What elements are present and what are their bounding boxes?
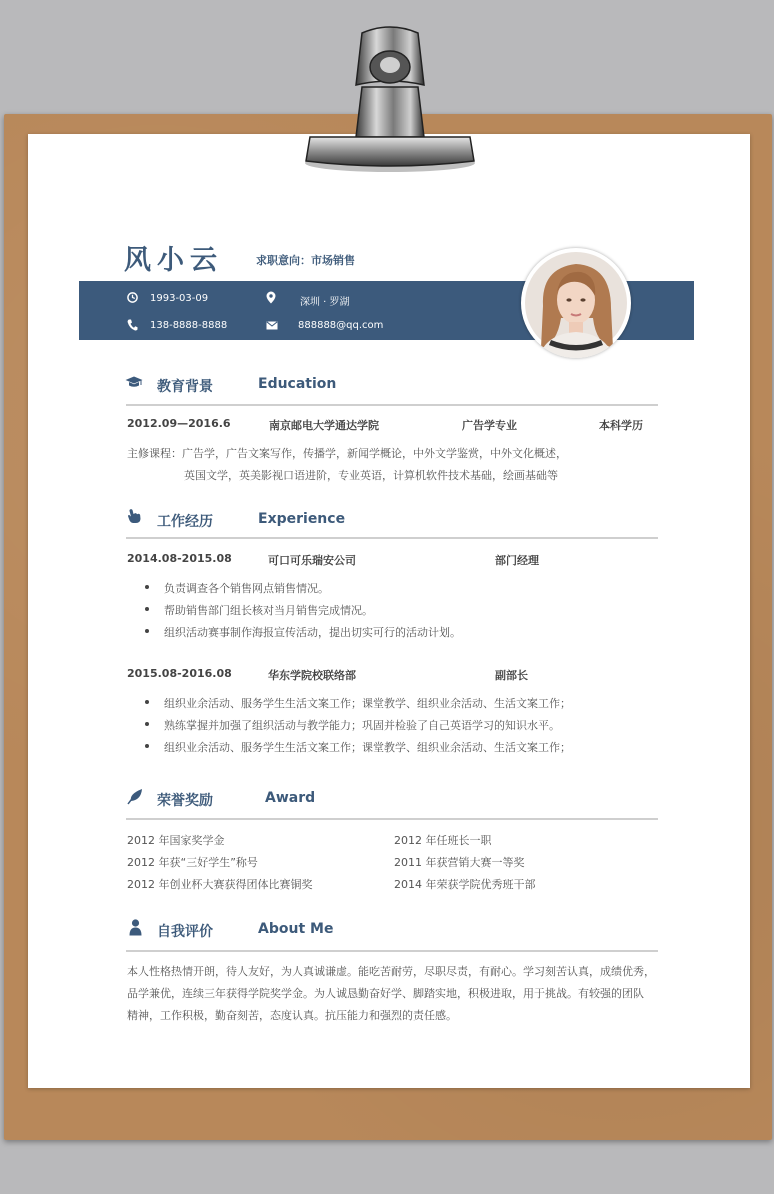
award-item: 2012 年国家奖学金 — [127, 834, 225, 847]
phone-icon — [127, 319, 138, 331]
experience-title-cn: 工作经历 — [157, 514, 213, 530]
award-title-en: Award — [265, 790, 316, 806]
about-divider — [126, 950, 658, 952]
about-line: 本人性格热情开朗，待人友好，为人真诚谦虚。能吃苦耐劳，尽职尽责，有耐心。学习刻苦认真，成绩优秀， — [127, 965, 655, 978]
job-role: 副部长 — [495, 669, 528, 682]
person-icon — [129, 919, 142, 936]
education-degree: 本科学历 — [599, 419, 643, 432]
about-title-cn: 自我评价 — [157, 924, 213, 940]
candidate-name: 风小云 — [124, 245, 223, 276]
email-icon — [266, 321, 278, 330]
bullet-icon — [145, 700, 149, 704]
job-duty: 组织业余活动、服务学生生活文案工作；课堂教学、组织业余活动、生活文案工作； — [164, 741, 571, 754]
experience-divider — [126, 537, 658, 539]
job-company: 华东学院校联络部 — [268, 669, 356, 682]
about-line: 精神，工作积极，勤奋刻苦，态度认真。抗压能力和强烈的责任感。 — [127, 1009, 457, 1022]
clock-icon — [127, 292, 138, 303]
about-title-en: About Me — [258, 921, 334, 937]
experience-title-en: Experience — [258, 511, 346, 527]
resume-paper — [28, 134, 750, 1088]
binder-clip-icon — [300, 25, 480, 175]
bullet-icon — [145, 744, 149, 748]
phone: 138-8888-8888 — [150, 320, 228, 331]
award-item: 2012 年创业杯大赛获得团体比赛铜奖 — [127, 878, 313, 891]
bullet-icon — [145, 629, 149, 633]
location: 深圳 · 罗湖 — [300, 297, 350, 308]
job-duty: 熟练掌握并加强了组织活动与教学能力；巩固并检验了自己英语学习的知识水平。 — [164, 719, 560, 732]
job-company: 可口可乐瑞安公司 — [268, 554, 356, 567]
education-major: 广告学专业 — [462, 419, 517, 432]
graduation-cap-icon — [125, 376, 143, 388]
email: 888888@qq.com — [298, 320, 384, 331]
portrait-image — [521, 248, 631, 358]
award-item: 2012 年获“三好学生”称号 — [127, 856, 258, 869]
award-title-cn: 荣誉奖励 — [157, 793, 213, 809]
job-duty: 组织活动赛事制作海报宣传活动，提出切实可行的活动计划。 — [164, 626, 461, 639]
job-intent-label: 求职意向： — [256, 254, 311, 267]
job-duty: 组织业余活动、服务学生生活文案工作；课堂教学、组织业余活动、生活文案工作； — [164, 697, 571, 710]
education-title-cn: 教育背景 — [157, 379, 213, 395]
education-divider — [126, 404, 658, 406]
job-duty: 帮助销售部门组长核对当月销售完成情况。 — [164, 604, 373, 617]
location-pin-icon — [266, 291, 276, 304]
bullet-icon — [145, 607, 149, 611]
leaf-icon — [127, 788, 143, 805]
bullet-icon — [145, 585, 149, 589]
job-intent — [256, 252, 355, 268]
award-item: 2014 年荣获学院优秀班干部 — [394, 878, 536, 891]
education-courses-line2: 英国文学，英美影视口语进阶，专业英语，计算机软件技术基础，绘画基础等 — [184, 469, 558, 482]
job-duty: 负责调查各个销售网点销售情况。 — [164, 582, 329, 595]
education-courses-line1: 主修课程：广告学，广告文案写作，传播学，新闻学概论，中外文学鉴赏，中外文化概述， — [127, 447, 567, 460]
award-item: 2011 年获营销大赛一等奖 — [394, 856, 525, 869]
job-period: 2015.08-2016.08 — [127, 667, 232, 680]
job-role: 部门经理 — [495, 554, 539, 567]
job-period: 2014.08-2015.08 — [127, 552, 232, 565]
hand-pointer-icon — [126, 508, 142, 524]
education-title-en: Education — [258, 376, 337, 392]
education-period: 2012.09—2016.6 — [127, 417, 231, 430]
award-divider — [126, 818, 658, 820]
avatar — [521, 248, 631, 358]
award-item: 2012 年任班长一职 — [394, 834, 492, 847]
education-school: 南京邮电大学通达学院 — [269, 419, 379, 432]
about-line: 品学兼优，连续三年获得学院奖学金。为人诚恳勤奋好学、脚踏实地，积极进取，用于挑战。有较强的团队 — [127, 987, 644, 1000]
bullet-icon — [145, 722, 149, 726]
job-intent-value: 市场销售 — [311, 254, 355, 267]
birthday: 1993-03-09 — [150, 293, 209, 304]
